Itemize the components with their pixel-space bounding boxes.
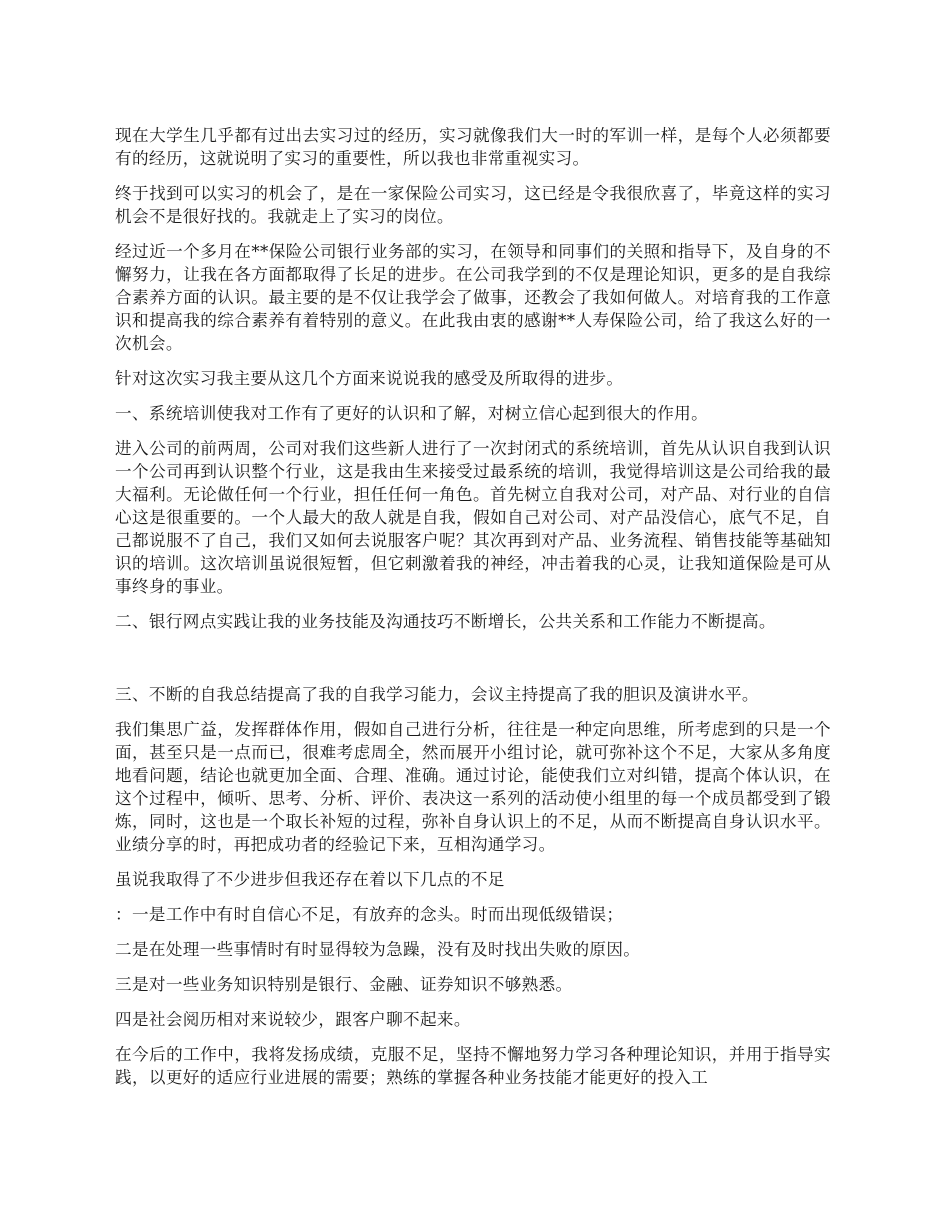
paragraph-training: 进入公司的前两周，公司对我们这些新人进行了一次封闭式的系统培训，首先从认识自我到认识一个公司再到认识整个行业，这是我由生来接受过最系统的培训，我觉得培训这是公司给我的最大福利。无论做任何一个行业，担任任何一角色。首先树立自我对公司，对产品、对行业的自信心这是很重要的。一个人最大的敌人就是自我，假如自己对公司、对产品没信心，底气不足，自己都说服不了自己，我们又如何去说服客户呢？其次再到对产品、业务流程、销售技能等基础知识的培训。这次培训虽说很短暂，但它刺激着我的神经，冲击着我的心灵，让我知道保险是可从事终身的事业。 [115,439,831,596]
section-heading-2: 二、银行网点实践让我的业务技能及沟通技巧不断增长，公共关系和工作能力不断提高。 [115,612,776,631]
section-heading-3: 三、不断的自我总结提高了我的自我学习能力，会议主持提高了我的胆识及演讲水平。 [115,685,759,704]
paragraph-intro: 现在大学生几乎都有过出去实习过的经历，实习就像我们大一时的军训一样，是每个人必须都要有的经历，这就说明了实习的重要性，所以我也非常重视实习。 [115,126,831,168]
paragraph-opportunity: 终于找到可以实习的机会了，是在一家保险公司实习，这已经是令我很欣喜了，毕竟这样的实习机会不是很好找的。我就走上了实习的岗位。 [115,184,831,226]
document-body [115,124,831,1101]
paragraph-overview: 针对这次实习我主要从这几个方面来说说我的感受及所取得的进步。 [115,369,624,388]
shortcoming-item-4: 四是社会阅历相对来说较少，跟客户聊不起来。 [115,1010,471,1029]
paragraph-future: 在今后的工作中，我将发扬成绩，克服不足，坚持不懈地努力学习各种理论知识，并用于指导实践，以更好的适应行业进展的需要；熟练的掌握各种业务技能才能更好的投入工 [115,1045,831,1087]
paragraph-progress: 经过近一个多月在**保险公司银行业务部的实习，在领导和同事们的关照和指导下，及自身的不懈努力，让我在各方面都取得了长足的进步。在公司我学到的不仅是理论知识，更多的是自我综合素养方面的认识。最主要的是不仅让我学会了做事，还教会了我如何做人。对培育我的工作意识和提高我的综合素养有着特别的意义。在此我由衷的感谢**人寿保险公司，给了我这么好的一次机会。 [115,242,831,353]
paragraph-shortcomings-intro: 虽说我取得了不少进步但我还存在着以下几点的不足 [115,870,505,889]
shortcoming-item-2: 二是在处理一些事情时有时显得较为急躁，没有及时找出失败的原因。 [115,940,641,959]
shortcoming-item-3: 三是对一些业务知识特别是银行、金融、证券知识不够熟悉。 [115,975,573,994]
paragraph-discussion: 我们集思广益，发挥群体作用，假如自己进行分析，往往是一种定向思维，所考虑到的只是一个面，甚至只是一点而已，很难考虑周全，然而展开小组讨论，就可弥补这个不足，大家从多角度地看问题，结论也就更加全面、合理、准确。通过讨论，能使我们立对纠错，提高个体认识，在这个过程中，倾听、思考、分析、评价、表决这一系列的活动使小组里的每一个成员都受到了锻炼，同时，这也是一个取长补短的过程，弥补自身认识上的不足，从而不断提高自身认识水平。业绩分享的时，再把成功者的经验记下来，互相沟通学习。 [115,720,831,854]
section-heading-1: 一、系统培训使我对工作有了更好的认识和了解，对树立信心起到很大的作用。 [115,404,709,423]
blank-space [115,645,831,683]
shortcoming-item-1: ：一是工作中有时自信心不足，有放弃的念头。时而出现低级错误； [115,905,624,924]
